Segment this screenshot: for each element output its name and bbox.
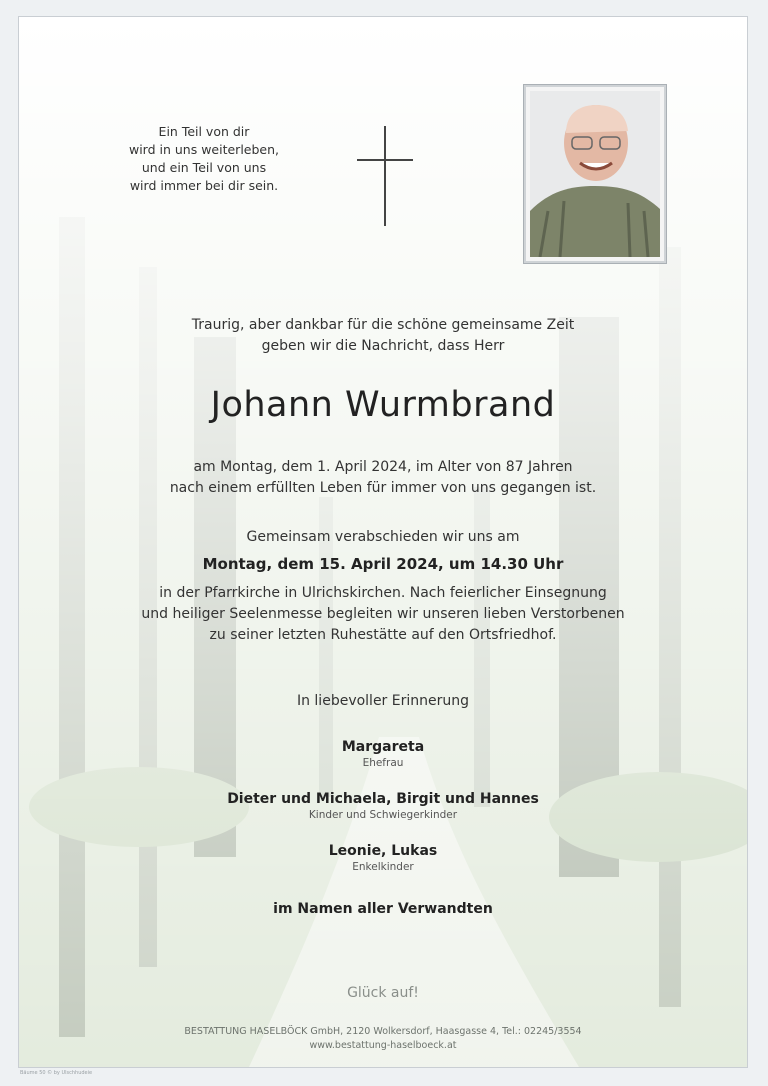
quote-line: und ein Teil von uns — [141, 160, 267, 175]
relatives-line: im Namen aller Verwandten — [273, 901, 493, 917]
memory-heading: In liebevoller Erinnerung — [296, 693, 470, 709]
portrait-photo-frame — [524, 85, 666, 263]
death-line: am Montag, dem 1. April 2024, im Alter von 87 Jahren — [193, 459, 573, 475]
mourner-name: Dieter und Michaela, Birgit und Hannes — [227, 791, 539, 807]
portrait-photo — [530, 91, 660, 257]
closing-greeting: Glück auf! — [347, 985, 419, 1001]
quote-line: Ein Teil von dir — [158, 124, 250, 139]
death-line: nach einem erfüllten Leben für immer von uns gegangen ist. — [169, 480, 597, 496]
deceased-name: Johann Wurmbrand — [210, 385, 556, 425]
quote-line: wird in uns weiterleben, — [128, 142, 280, 157]
mourner-role: Ehefrau — [362, 757, 404, 769]
intro-line: Traurig, aber dankbar für die schöne gemeinsame Zeit — [191, 317, 575, 333]
funeral-date: Montag, dem 15. April 2024, um 14.30 Uhr — [202, 555, 564, 573]
mourner-role: Enkelkinder — [352, 861, 414, 873]
quote-line: wird immer bei dir sein. — [129, 178, 279, 193]
parte-sheet — [18, 16, 748, 1068]
ceremony-line: zu seiner letzten Ruhestätte auf den Ortsfriedhof. — [209, 627, 557, 643]
mourner-name: Margareta — [341, 739, 425, 755]
farewell-text: Gemeinsam verabschieden wir uns am — [246, 529, 520, 545]
funeral-home-address: BESTATTUNG HASELBÖCK GmbH, 2120 Wolkersdorf, Haasgasse 4, Tel.: 02245/3554 — [184, 1026, 582, 1037]
funeral-home-website[interactable]: www.bestattung-haselboeck.at — [309, 1040, 457, 1051]
mourner-role: Kinder und Schwiegerkinder — [308, 809, 458, 821]
death-notice — [19, 457, 747, 499]
ceremony-line: und heiliger Seelenmesse begleiten wir unseren lieben Verstorbenen — [141, 606, 625, 622]
intro-line: geben wir die Nachricht, dass Herr — [261, 338, 505, 354]
memorial-quote — [109, 123, 299, 195]
ceremony-line: in der Pfarrkirche in Ulrichskirchen. Nach feierlicher Einsegnung — [159, 585, 607, 601]
latin-cross-icon — [357, 126, 413, 226]
image-credit: Bäume 50 © by Ulschhudeie — [20, 1070, 93, 1076]
intro-text — [19, 315, 747, 357]
ceremony-details — [19, 583, 747, 646]
mourner-name: Leonie, Lukas — [328, 843, 438, 859]
